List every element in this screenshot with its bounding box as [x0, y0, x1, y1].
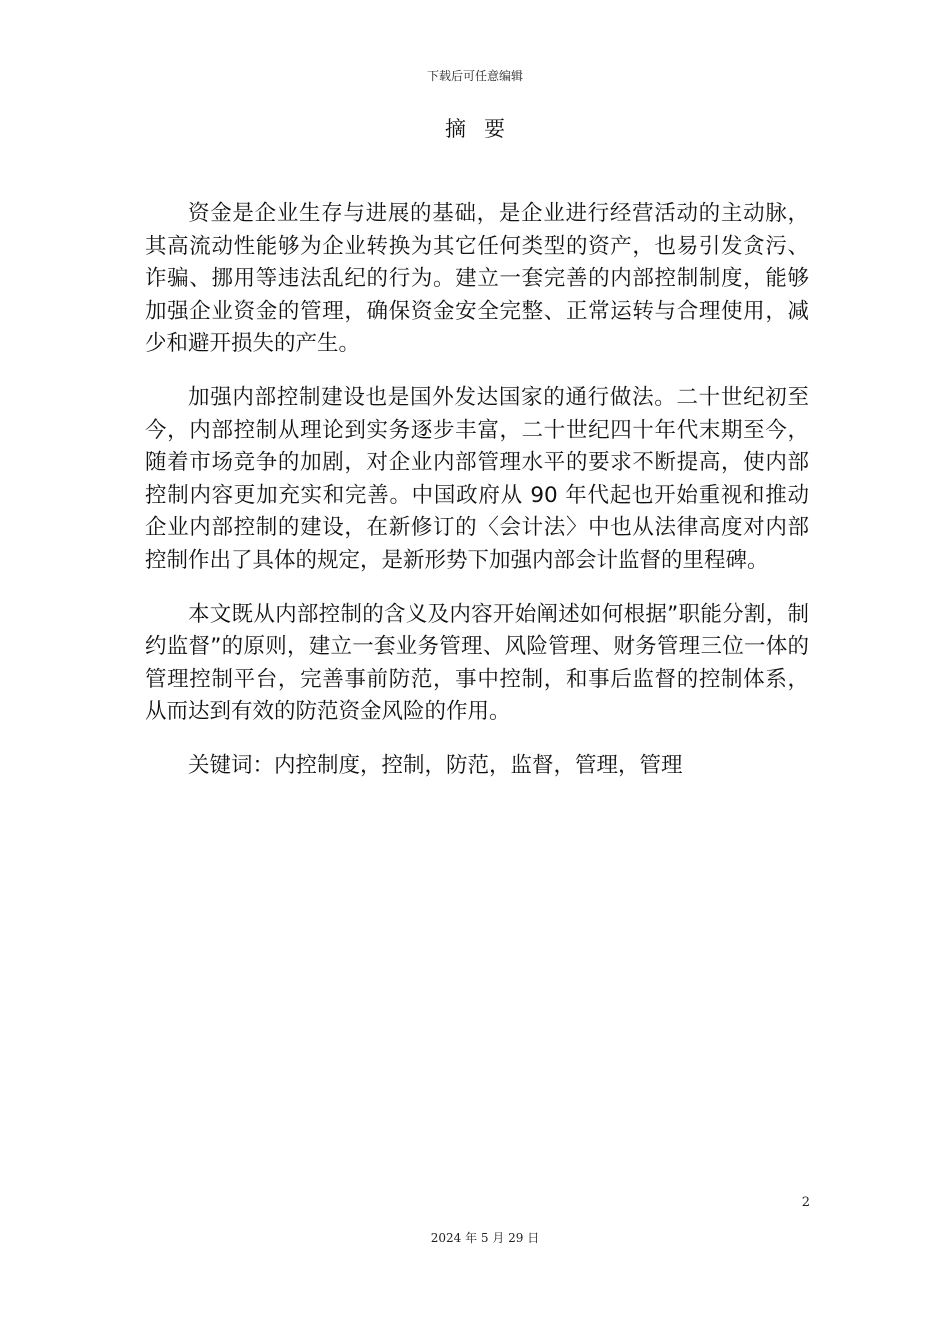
- paragraph-1: 资金是企业生存与进展的基础，是企业进行经营活动的主动脉，其高流动性能够为企业转换为其它任何类型的资产，也易引发贪污、诈骗、挪用等违法乱纪的行为。建立一套完善的内部控制制度，能够加强企业资金的管理，确保资金安全完整、正常运转与合理使用，减少和避开损失的产生。: [145, 201, 809, 357]
- keywords-line: 关键词：内控制度，控制，防范，监督，管理，管理: [188, 752, 683, 778]
- footer-date: 2024 年 5 月 29 日: [430, 1231, 540, 1245]
- paragraph-2: 加强内部控制建设也是国外发达国家的通行做法。二十世纪初至今，内部控制从理论到实务逐步丰富，二十世纪四十年代末期至今，随着市场竞争的加剧，对企业内部管理水平的要求不断提高，使内部控制内容更加充实和完善。中国政府从 90 年代起也开始重视和推动企业内部控制的建设，在新修订的〈会计法〉中也从法律高度对内部控制作出了具体的规定，是新形势下加强内部会计监督的里程碑。: [145, 384, 809, 573]
- abstract-body: [145, 198, 809, 804]
- page-title: 摘要: [445, 117, 523, 141]
- page-number: 2: [801, 1195, 810, 1210]
- header-note: 下载后可任意编辑: [426, 69, 523, 83]
- paragraph-3: 本文既从内部控制的含义及内容开始阐述如何根据”职能分割，制约监督”的原则，建立一套业务管理、风险管理、财务管理三位一体的管理控制平台，完善事前防范，事中控制，和事后监督的控制体系，从而达到有效的防范资金风险的作用。: [145, 601, 809, 725]
